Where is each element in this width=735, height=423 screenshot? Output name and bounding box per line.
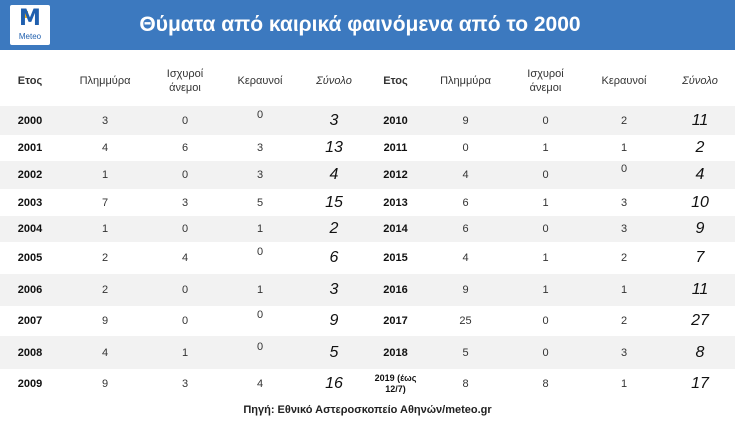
flood-cell: 4 [423,242,508,274]
header-wind-line1: Ισχυροί [166,68,204,80]
table-row [0,216,735,242]
lightning-cell [220,106,300,135]
year-cell: 2000 [0,106,60,135]
year-cell: 2013 [368,189,423,216]
total-cell: 9 [300,306,368,336]
lightning-cell: 3 [583,216,665,242]
year-cell: 2012 [368,161,423,189]
table-row [0,306,735,336]
lightning-cell: 2 [583,306,665,336]
flood-cell: 9 [60,306,150,336]
flood-cell: 3 [60,106,150,135]
logo-mark: M [19,6,41,31]
wind-cell: 1 [150,336,220,369]
total-cell: 8 [665,336,735,369]
year-cell: 2014 [368,216,423,242]
meteo-logo [10,5,50,45]
year-cell: 2017 [368,306,423,336]
wind-cell: 1 [508,135,583,161]
year-cell: 2011 [368,135,423,161]
header-year: Ετος [17,75,43,87]
lightning-cell: 3 [583,336,665,369]
year-cell: 2002 [0,161,60,189]
wind-cell: 0 [150,274,220,306]
lightning-cell: 1 [583,369,665,399]
header-flood: Πλημμύρα [440,75,491,87]
lightning-cell: 1 [583,274,665,306]
total-cell: 11 [665,106,735,135]
flood-cell: 5 [423,336,508,369]
wind-cell: 0 [508,216,583,242]
wind-cell: 0 [508,161,583,189]
wind-cell: 3 [150,189,220,216]
year-cell: 2010 [368,106,423,135]
total-cell: 7 [665,242,735,274]
flood-cell: 9 [423,274,508,306]
year-cell: 2008 [0,336,60,369]
header-wind [508,56,583,106]
table-row [0,274,735,306]
lightning-cell: 2 [583,242,665,274]
total-cell: 2 [665,135,735,161]
lightning-cell: 3 [220,161,300,189]
wind-cell: 0 [150,161,220,189]
year-cell: 2007 [0,306,60,336]
year-cell: 2006 [0,274,60,306]
wind-cell: 1 [508,242,583,274]
total-cell: 15 [300,189,368,216]
year-cell: 2016 [368,274,423,306]
wind-cell: 6 [150,135,220,161]
lightning-cell [220,242,300,274]
total-cell: 27 [665,306,735,336]
flood-cell: 4 [60,336,150,369]
wind-cell: 3 [150,369,220,399]
header-year: Ετος [383,75,408,87]
wind-cell: 4 [150,242,220,274]
wind-cell: 0 [508,106,583,135]
total-cell: 11 [665,274,735,306]
total-cell: 10 [665,189,735,216]
title-bar [0,0,735,50]
header-total: Σύνολο [682,75,718,87]
flood-cell: 4 [423,161,508,189]
year-line2: 12/7) [385,384,406,394]
flood-cell: 8 [423,369,508,399]
header-wind-line2: άνεμοι [529,82,562,94]
total-cell: 17 [665,369,735,399]
total-cell: 5 [300,336,368,369]
year-cell: 2004 [0,216,60,242]
header-flood: Πλημμύρα [79,75,131,87]
year-cell: 2005 [0,242,60,274]
flood-cell: 9 [60,369,150,399]
flood-cell: 0 [423,135,508,161]
logo-text: Meteo [18,32,42,41]
source-note: Πηγή: Εθνικό Αστεροσκοπείο Αθηνών/meteo.gr [243,404,492,416]
flood-cell: 4 [60,135,150,161]
total-cell: 3 [300,274,368,306]
flood-cell: 2 [60,274,150,306]
total-cell: 4 [665,161,735,189]
wind-cell: 0 [150,216,220,242]
total-cell: 16 [300,369,368,399]
table-row [0,189,735,216]
flood-cell: 7 [60,189,150,216]
header-lightning: Κεραυνοί [601,75,647,87]
table-row [0,106,735,135]
header-wind-line1: Ισχυροί [527,68,564,80]
year-cell: 2015 [368,242,423,274]
lightning-value: 0 [256,309,264,321]
wind-cell: 0 [150,306,220,336]
flood-cell: 25 [423,306,508,336]
table-row [0,369,735,399]
page-title: Θύματα από καιρικά φαινόμενα από το 2000 [139,13,581,36]
year-cell: 2009 [0,369,60,399]
wind-cell: 0 [508,336,583,369]
flood-cell: 9 [423,106,508,135]
lightning-value: 0 [256,246,264,258]
total-cell: 4 [300,161,368,189]
wind-cell: 0 [508,306,583,336]
lightning-cell: 5 [220,189,300,216]
lightning-value: 0 [256,108,264,121]
total-cell: 9 [665,216,735,242]
header-row [0,56,735,106]
table-row [0,336,735,369]
victims-table [0,56,735,399]
lightning-cell [583,161,665,189]
flood-cell: 6 [423,216,508,242]
total-cell: 3 [300,106,368,135]
flood-cell: 6 [423,189,508,216]
year-cell: 2003 [0,189,60,216]
wind-cell: 8 [508,369,583,399]
table-row [0,242,735,274]
lightning-cell: 4 [220,369,300,399]
wind-cell: 1 [508,274,583,306]
flood-cell: 2 [60,242,150,274]
header-lightning: Κεραυνοί [237,75,283,87]
year-cell: 2018 [368,336,423,369]
year-line1: 2019 (έως [374,373,417,383]
lightning-cell: 3 [583,189,665,216]
lightning-cell [220,306,300,336]
header-wind-line2: άνεμοι [169,82,201,94]
header-total: Σύνολο [316,75,352,87]
total-cell: 6 [300,242,368,274]
year-cell: 2001 [0,135,60,161]
lightning-cell: 1 [220,216,300,242]
year-cell [368,369,423,399]
flood-cell: 1 [60,216,150,242]
total-cell: 13 [300,135,368,161]
lightning-cell: 1 [220,274,300,306]
header-wind [150,56,220,106]
total-cell: 2 [300,216,368,242]
lightning-cell: 1 [583,135,665,161]
table-row [0,135,735,161]
lightning-cell: 3 [220,135,300,161]
table-row [0,161,735,189]
lightning-cell: 2 [583,106,665,135]
lightning-value: 0 [620,163,628,175]
lightning-value: 0 [256,340,264,353]
wind-cell: 0 [150,106,220,135]
flood-cell: 1 [60,161,150,189]
wind-cell: 1 [508,189,583,216]
lightning-cell [220,336,300,369]
